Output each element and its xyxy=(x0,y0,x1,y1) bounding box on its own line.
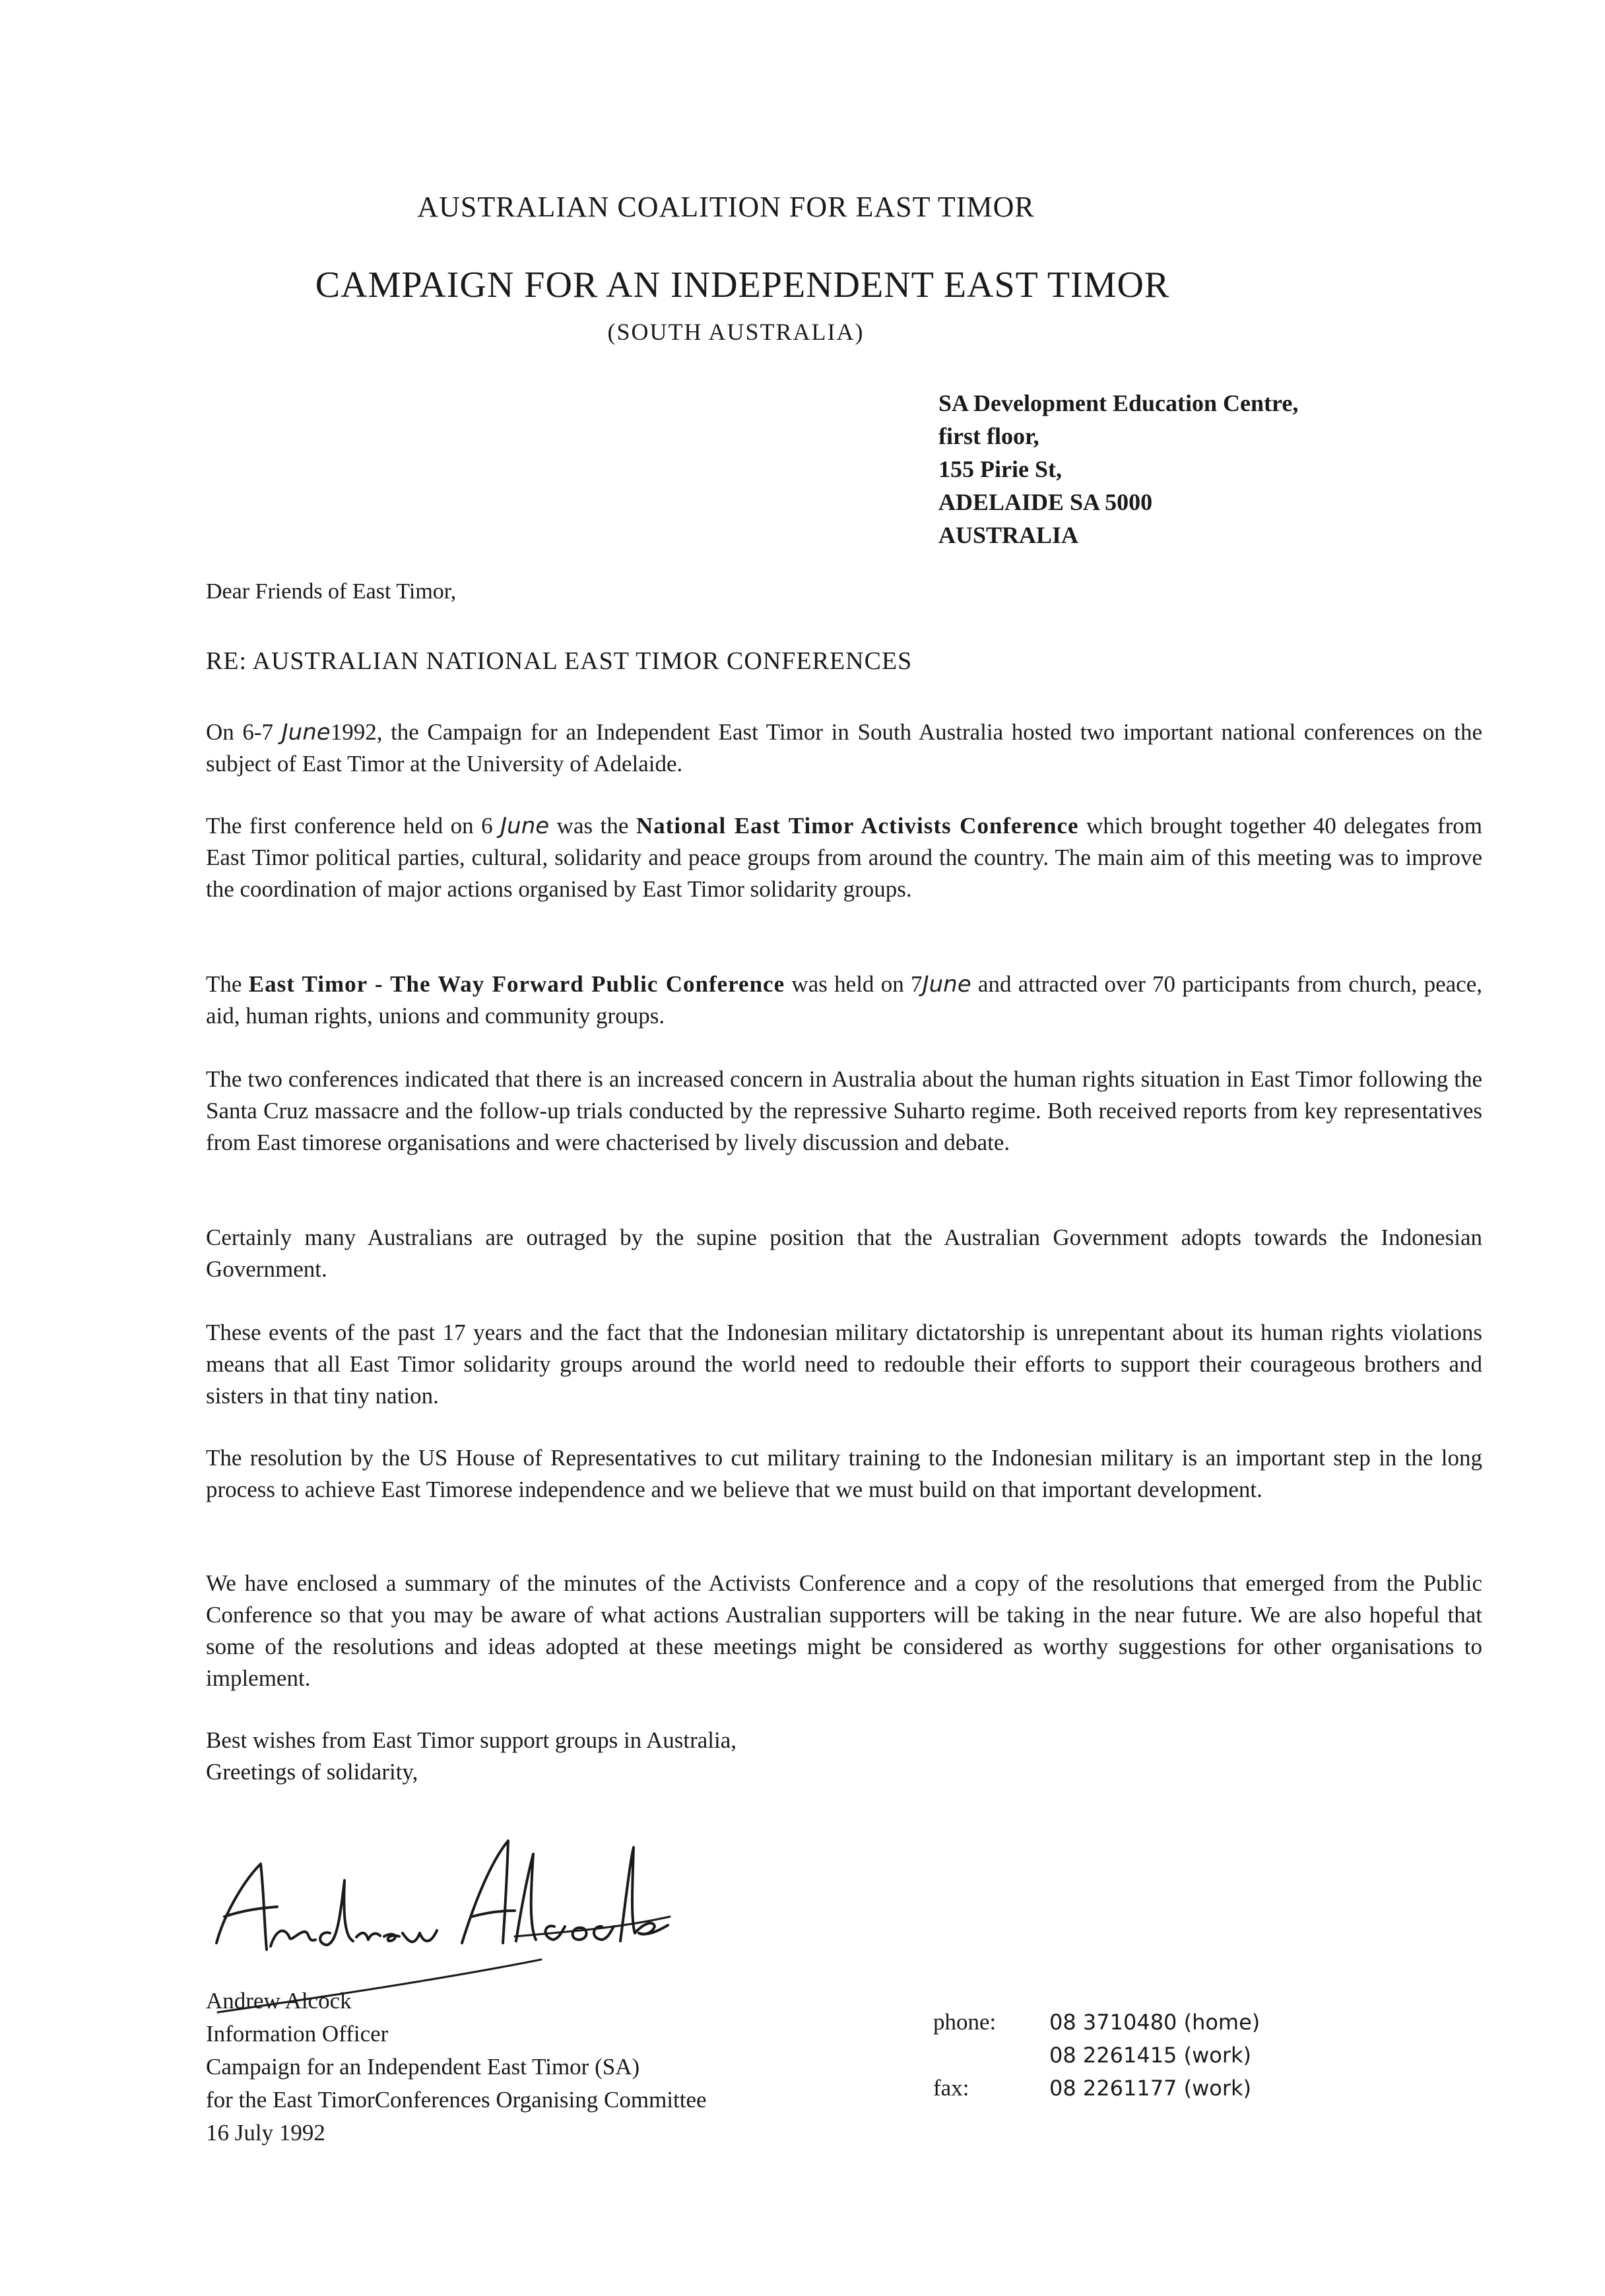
signer-organisation: Campaign for an Independent East Timor (SA) xyxy=(206,2054,640,2080)
contact-number: 08 2261415 (work) xyxy=(1049,2043,1251,2068)
handwritten-month: June xyxy=(281,719,331,746)
handwritten-month: June xyxy=(500,813,550,839)
paragraph-7: The resolution by the US House of Representatives to cut military training to the Indonesian military is an important step in the long process to achieve East Timorese independence and we believe that we must build on that important development. xyxy=(206,1445,1482,1502)
signer-block xyxy=(206,1985,707,2150)
campaign-heading: CAMPAIGN FOR AN INDEPENDENT EAST TIMOR xyxy=(315,265,1170,305)
subject-line: RE: AUSTRALIAN NATIONAL EAST TIMOR CONFERENCES xyxy=(206,647,913,675)
paragraph-2: The first conference held on 6 June was the National East Timor Activists Conference which brought together 40 delegates from East Timor political parties, cultural, solidarity and peace groups from around the country. The main aim of this meeting was to improve the coordination of major actions organised by East Timor solidarity groups. xyxy=(206,813,1482,902)
handwritten-month: June xyxy=(922,971,971,998)
contact-label: fax: xyxy=(933,2075,969,2101)
conference-name: National East Timor Activists Conference xyxy=(636,813,1079,839)
contact-label xyxy=(933,2039,1049,2072)
salutation: Dear Friends of East Timor, xyxy=(206,579,457,604)
contact-row xyxy=(933,2072,1260,2105)
contact-block xyxy=(933,2006,1260,2105)
contact-label: phone: xyxy=(933,2009,997,2035)
address-line: SA Development Education Centre, xyxy=(938,390,1299,416)
region-heading: (SOUTH AUSTRALIA) xyxy=(607,319,865,345)
closing-line: Best wishes from East Timor support groups in Australia, xyxy=(206,1727,737,1753)
conference-name: East Timor - The Way Forward Public Conference xyxy=(248,971,785,997)
contact-number: 08 3710480 (home) xyxy=(1049,2010,1261,2035)
paragraph-5: Certainly many Australians are outraged by the supine position that the Australian Government adopts towards the Indonesian Government. xyxy=(206,1225,1482,1282)
address-line: first floor, xyxy=(938,423,1039,449)
address-line: AUSTRALIA xyxy=(938,522,1079,548)
closing-line: Greetings of solidarity, xyxy=(206,1759,418,1785)
paragraph-1: On 6-7 June1992, the Campaign for an Independent East Timor in South Australia hosted two important national conferences on the subject of East Timor at the University of Adelaide. xyxy=(206,719,1482,777)
contact-row xyxy=(933,2006,1260,2039)
paragraph-6: These events of the past 17 years and the fact that the Indonesian military dictatorship is unrepentant about its human rights violations means that all East Timor solidarity groups around the world need to redouble their efforts to support their courageous brothers and sisters in that tiny nation. xyxy=(206,1320,1482,1409)
address-line: 155 Pirie St, xyxy=(938,456,1062,482)
address-line: ADELAIDE SA 5000 xyxy=(938,489,1153,515)
paragraph-3: The East Timor - The Way Forward Public Conference was held on 7June and attracted over 70 participants from church, peace, aid, human rights, unions and community groups. xyxy=(206,971,1482,1029)
contact-row xyxy=(933,2039,1260,2072)
signer-committee: for the East TimorConferences Organising Committee xyxy=(206,2087,707,2113)
letter-date: 16 July 1992 xyxy=(206,2120,325,2146)
closing xyxy=(206,1725,737,1788)
paragraph-8: We have enclosed a summary of the minutes of the Activists Conference and a copy of the resolutions that emerged from the Public Conference so that you may be aware of what actions Australian supporters will be taking in the near future. We are also hopeful that some of the resolutions and ideas adopted at these meetings might be considered as worthy suggestions for other organisations to implement. xyxy=(206,1570,1482,1691)
contact-number: 08 2261177 (work) xyxy=(1049,2076,1251,2101)
signer-name: Andrew Alcock xyxy=(206,1988,352,2014)
paragraph-4: The two conferences indicated that there is an increased concern in Australia about the human rights situation in East Timor following the Santa Cruz massacre and the follow-up trials conducted by the repressive Suharto regime. Both received reports from key representatives from East timorese organisations and were chacterised by lively discussion and debate. xyxy=(206,1066,1482,1155)
signer-title: Information Officer xyxy=(206,2021,389,2047)
sender-address xyxy=(938,387,1298,552)
org-heading: AUSTRALIAN COALITION FOR EAST TIMOR xyxy=(417,191,1035,223)
